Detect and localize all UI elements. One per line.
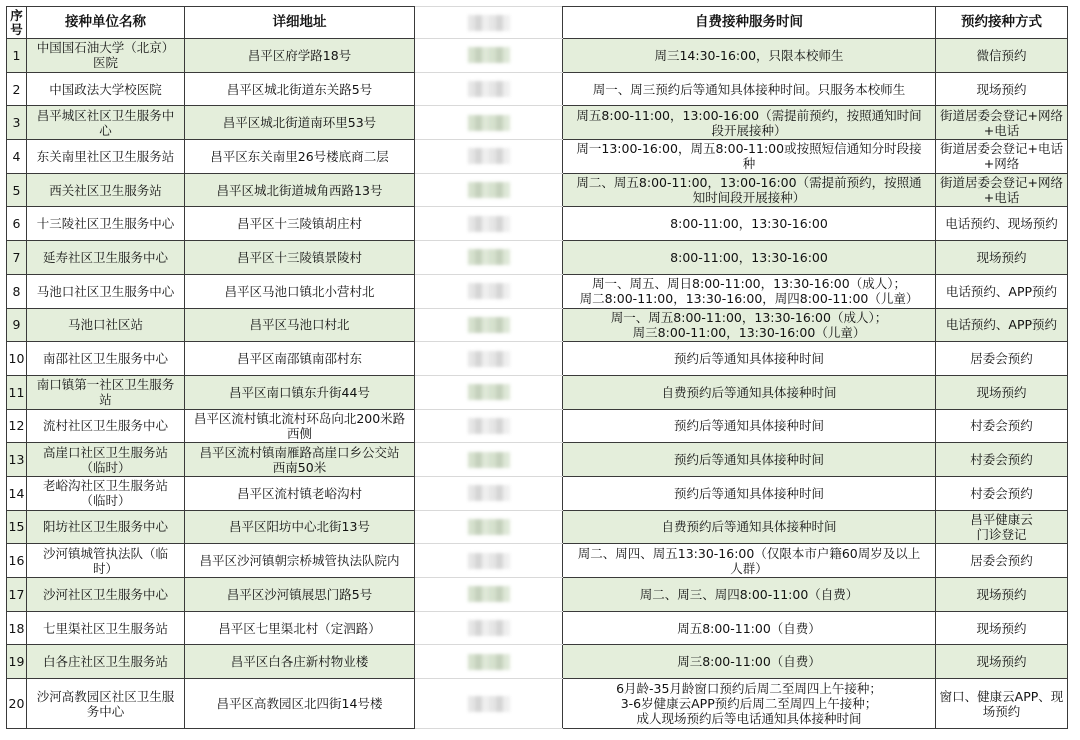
table-row [7,578,1068,612]
unit-name-cell [27,544,185,578]
unit-name-cell-line: 白各庄社区卫生服务站 [42,654,168,670]
redaction-blur [468,452,510,468]
booking-method-cell-line: 现场预约 [976,620,1027,636]
redaction-blur [468,47,510,63]
table-row [7,443,1068,477]
address-cell [185,510,415,544]
unit-name-cell [27,173,185,207]
unit-name-cell [27,106,185,140]
redaction-blur [468,317,510,333]
address-cell-line: 昌平区流村镇南雁路高崖口乡公交站 [199,444,400,460]
header-index: 序号 [7,7,27,39]
booking-method-cell-line: +电话 [983,122,1020,138]
address-cell-line: 昌平区南邵镇南邵村东 [236,351,362,367]
table-row [7,510,1068,544]
service-hours-cell-line: 预约后等通知具体接种时间 [673,452,824,468]
service-hours-cell [563,140,936,174]
service-hours-cell-line: 6月龄-35月龄窗口预约后周二至周四上午接种； [616,681,882,697]
service-hours-cell-line: 自费预约后等通知具体接种时间 [661,384,837,400]
unit-name-cell-line: 高崖口社区卫生服务站 [42,444,168,460]
booking-method-cell-line: +网络 [983,156,1020,172]
unit-name-cell [27,679,185,729]
booking-method-cell [936,476,1068,510]
booking-method-cell-line: 场预约 [982,703,1021,719]
service-hours-cell-line: 周三8:00-11:00（自费） [677,654,821,670]
redacted-cell [415,342,563,376]
service-hours-cell [563,342,936,376]
redaction-blur [468,81,510,97]
service-hours-cell-line: 周五8:00-11:00（自费） [677,620,821,636]
service-hours-cell [563,308,936,342]
booking-method-cell-line: 微信预约 [976,47,1027,63]
unit-name-cell-line: 流村社区卫生服务中心 [42,418,168,434]
service-hours-cell-line: 8:00-11:00，13:30-16:00 [670,249,828,265]
service-hours-cell-line: 周三14:30-16:00，只限本校师生 [654,47,844,63]
unit-name-cell [27,207,185,241]
redaction-blur [468,351,510,367]
unit-name-cell-line: 七里渠社区卫生服务站 [42,620,168,636]
service-hours-cell-line: 周五8:00-11:00，13:00-16:00（需提前预约，按照通知时间 [576,107,922,123]
address-cell-line: 昌平区南口镇东升街44号 [229,384,370,400]
redacted-cell [415,308,563,342]
service-hours-cell-line: 预约后等通知具体接种时间 [673,418,824,434]
row-index: 18 [7,611,27,645]
address-cell-line: 昌平区马池口村北 [249,317,350,333]
address-cell [185,578,415,612]
address-cell [185,409,415,443]
redacted-cell [415,476,563,510]
row-index: 14 [7,476,27,510]
booking-method-cell-line: 街道居委会登记+电话 [940,141,1063,157]
unit-name-cell [27,578,185,612]
service-hours-cell-line: 周二8:00-11:00，13:30-16:00，周四8:00-11:00（儿童） [579,291,919,307]
unit-name-cell-line: 南邵社区卫生服务中心 [42,351,168,367]
unit-name-cell [27,510,185,544]
booking-method-cell [936,39,1068,73]
booking-method-cell-line: 现场预约 [976,654,1027,670]
row-index: 11 [7,375,27,409]
unit-name-cell-line: 站 [99,392,112,408]
unit-name-cell-line: 西关社区卫生服务站 [49,182,162,198]
service-hours-cell-line: 8:00-11:00，13:30-16:00 [670,216,828,232]
table-row [7,645,1068,679]
table-row [7,241,1068,275]
booking-method-cell [936,173,1068,207]
booking-method-cell-line: 居委会预约 [970,351,1033,367]
table-row [7,140,1068,174]
unit-name-cell-line: 南口镇第一社区卫生服务 [36,377,175,393]
redacted-cell [415,274,563,308]
booking-method-cell-line: 村委会预约 [970,452,1033,468]
unit-name-cell [27,140,185,174]
service-hours-cell [563,510,936,544]
table-row [7,375,1068,409]
redacted-cell [415,106,563,140]
table-row [7,207,1068,241]
table-row [7,409,1068,443]
unit-name-cell-line: 中国政法大学校医院 [49,81,162,97]
service-hours-cell [563,578,936,612]
booking-method-cell [936,375,1068,409]
address-cell [185,679,415,729]
address-cell-line: 昌平区府学路18号 [247,47,352,63]
table-row [7,39,1068,73]
booking-method-cell-line: 现场预约 [976,586,1027,602]
service-hours-cell-line: 预约后等通知具体接种时间 [673,351,824,367]
address-cell-line: 西侧 [286,425,312,441]
redacted-cell [415,578,563,612]
redacted-cell [415,544,563,578]
redacted-cell [415,611,563,645]
address-cell [185,72,415,106]
redaction-blur [468,620,510,636]
service-hours-cell [563,544,936,578]
unit-name-cell-line: 心 [99,122,112,138]
booking-method-cell-line: 现场预约 [976,384,1027,400]
booking-method-cell [936,241,1068,275]
booking-method-cell-line: 街道居委会登记+网络 [940,175,1063,191]
unit-name-cell-line: 昌平城区社区卫生服务中 [36,107,175,123]
booking-method-cell [936,645,1068,679]
unit-name-cell-line: （临时） [80,493,131,509]
service-hours-cell [563,39,936,73]
address-cell [185,140,415,174]
header-hours: 自费接种服务时间 [563,7,936,39]
table-row [7,679,1068,729]
unit-name-cell [27,611,185,645]
booking-method-cell [936,611,1068,645]
booking-method-cell [936,106,1068,140]
redaction-blur [468,654,510,670]
row-index: 12 [7,409,27,443]
address-cell [185,375,415,409]
address-cell-line: 昌平区十三陵镇胡庄村 [236,216,362,232]
address-cell-line: 昌平区东关南里26号楼底商二层 [210,148,389,164]
service-hours-cell [563,375,936,409]
booking-method-cell [936,544,1068,578]
redacted-cell [415,645,563,679]
row-index: 4 [7,140,27,174]
address-cell [185,39,415,73]
unit-name-cell-line: （临时） [80,459,131,475]
booking-method-cell [936,72,1068,106]
row-index: 20 [7,679,27,729]
address-cell [185,106,415,140]
unit-name-cell-line: 马池口社区卫生服务中心 [36,283,175,299]
table-row [7,173,1068,207]
booking-method-cell-line: 电话预约、APP预约 [945,283,1058,299]
row-index: 6 [7,207,27,241]
unit-name-cell-line: 沙河社区卫生服务中心 [42,586,168,602]
service-hours-cell-line: 预约后等通知具体接种时间 [673,485,824,501]
address-cell [185,443,415,477]
row-index: 1 [7,39,27,73]
service-hours-cell-line: 人群） [730,560,768,576]
unit-name-cell-line: 东关南里社区卫生服务站 [36,148,175,164]
booking-method-cell-line: 街道居委会登记+网络 [940,107,1063,123]
booking-method-cell [936,578,1068,612]
table-row [7,308,1068,342]
service-hours-cell [563,645,936,679]
unit-name-cell-line: 医院 [92,55,118,71]
redacted-cell [415,510,563,544]
booking-method-cell [936,308,1068,342]
redaction-blur [468,216,510,232]
redaction-blur [468,553,510,569]
unit-name-cell [27,274,185,308]
service-hours-cell [563,72,936,106]
address-cell-line: 昌平区流村镇老峪沟村 [236,485,362,501]
address-cell [185,241,415,275]
service-hours-cell-line: 自费预约后等通知具体接种时间 [661,519,837,535]
redacted-cell [415,207,563,241]
booking-method-cell [936,510,1068,544]
service-hours-cell-line: 周二、周三、周四8:00-11:00（自费） [639,586,859,602]
unit-name-cell [27,645,185,679]
table-row [7,106,1068,140]
service-hours-cell [563,611,936,645]
unit-name-cell [27,72,185,106]
address-cell [185,342,415,376]
unit-name-cell [27,375,185,409]
service-hours-cell-line: 成人现场预约后等电话通知具体接种时间 [636,711,862,727]
address-cell [185,645,415,679]
table-row [7,342,1068,376]
row-index: 7 [7,241,27,275]
booking-method-cell [936,140,1068,174]
redaction-blur [468,485,510,501]
address-cell-line: 昌平区马池口镇北小营村北 [224,283,375,299]
redacted-cell [415,443,563,477]
service-hours-cell-line: 周一、周五、周日8:00-11:00，13:30-16:00（成人）； [592,276,906,292]
unit-name-cell-line: 务中心 [86,703,125,719]
address-cell [185,476,415,510]
service-hours-cell-line: 种 [742,156,756,172]
booking-method-cell-line: 村委会预约 [970,418,1033,434]
redacted-cell [415,140,563,174]
address-cell [185,274,415,308]
address-cell-line: 西南50米 [272,459,327,475]
unit-name-cell-line: 阳坊社区卫生服务中心 [42,519,168,535]
unit-name-cell [27,476,185,510]
address-cell-line: 昌平区阳坊中心北街13号 [229,519,370,535]
booking-method-cell-line: 现场预约 [976,249,1027,265]
address-cell-line: 昌平区十三陵镇景陵村 [236,249,362,265]
address-cell-line: 昌平区七里渠北村（定泗路） [218,620,381,636]
row-index: 13 [7,443,27,477]
table-row [7,544,1068,578]
row-index: 2 [7,72,27,106]
unit-name-cell-line: 老峪沟社区卫生服务站 [42,478,168,494]
booking-method-cell [936,443,1068,477]
table-body [7,39,1068,729]
booking-method-cell-line: 门诊登记 [976,526,1027,542]
row-index: 3 [7,106,27,140]
booking-method-cell [936,342,1068,376]
header-unit: 接种单位名称 [27,7,185,39]
booking-method-cell-line: +电话 [983,190,1020,206]
unit-name-cell-line: 沙河高教园区社区卫生服 [36,688,175,704]
header-address: 详细地址 [185,7,415,39]
address-cell-line: 昌平区高教园区北四街14号楼 [216,696,383,712]
booking-method-cell-line: 居委会预约 [970,553,1033,569]
address-cell-line: 昌平区沙河镇展思门路5号 [226,586,373,602]
service-hours-cell-line: 周一、周五8:00-11:00，13:30-16:00（成人）； [610,309,888,325]
unit-name-cell [27,241,185,275]
booking-method-cell [936,409,1068,443]
row-index: 10 [7,342,27,376]
row-index: 9 [7,308,27,342]
table-row [7,611,1068,645]
service-hours-cell [563,173,936,207]
header-row [7,7,1068,39]
redacted-cell [415,679,563,729]
service-hours-cell [563,679,936,729]
unit-name-cell-line: 延寿社区卫生服务中心 [42,249,168,265]
header-method: 预约接种方式 [936,7,1068,39]
address-cell-line: 昌平区城北街道城角西路13号 [216,182,383,198]
redaction-blur [468,182,510,198]
table-row [7,476,1068,510]
address-cell-line: 昌平区城北街道南环里53号 [222,115,377,131]
redacted-cell [415,241,563,275]
service-hours-cell [563,106,936,140]
vaccination-schedule-table [6,6,1068,729]
booking-method-cell-line: 电话预约、APP预约 [945,317,1058,333]
booking-method-cell-line: 昌平健康云 [970,511,1033,527]
booking-method-cell [936,207,1068,241]
unit-name-cell-line: 沙河镇城管执法队（临 [42,545,168,561]
table-row [7,72,1068,106]
address-cell [185,308,415,342]
service-hours-cell [563,274,936,308]
vaccination-schedule-table-container [6,6,1068,729]
address-cell [185,544,415,578]
service-hours-cell-line: 周二、周五8:00-11:00，13:00-16:00（需提前预约，按照通 [576,175,922,191]
service-hours-cell-line: 段开展接种） [711,122,787,138]
address-cell [185,207,415,241]
unit-name-cell-line: 中国国石油大学（北京） [36,40,175,56]
address-cell-line: 昌平区沙河镇朝宗桥城管执法队院内 [199,553,400,569]
service-hours-cell [563,409,936,443]
address-cell-line: 昌平区流村镇北流村环岛向北200米路 [193,410,406,426]
unit-name-cell-line: 时） [92,560,118,576]
unit-name-cell [27,342,185,376]
redaction-blur [468,586,510,602]
redaction-blur [468,418,510,434]
unit-name-cell [27,39,185,73]
booking-method-cell-line: 村委会预约 [970,485,1033,501]
row-index: 8 [7,274,27,308]
service-hours-cell-line: 知时间段开展接种） [692,190,806,206]
table-row [7,274,1068,308]
service-hours-cell [563,241,936,275]
service-hours-cell-line: 周一13:00-16:00，周五8:00-11:00或按照短信通知分时段接 [576,141,922,157]
unit-name-cell-line: 十三陵社区卫生服务中心 [36,216,175,232]
booking-method-cell-line: 现场预约 [976,81,1027,97]
service-hours-cell [563,476,936,510]
service-hours-cell [563,443,936,477]
booking-method-cell [936,274,1068,308]
service-hours-cell-line: 周二、周四、周五13:30-16:00（仅限本市户籍60周岁及以上 [577,545,921,561]
redaction-blur [468,115,510,131]
service-hours-cell [563,207,936,241]
redacted-cell [415,39,563,73]
row-index: 17 [7,578,27,612]
redaction-blur [468,15,510,31]
redacted-cell [415,409,563,443]
unit-name-cell-line: 马池口社区站 [67,317,143,333]
address-cell-line: 昌平区城北街道东关路5号 [226,81,373,97]
service-hours-cell-line: 周三8:00-11:00，13:30-16:00（儿童） [632,324,866,340]
service-hours-cell-line: 周一、周三预约后等通知具体接种时间。只服务本校师生 [592,81,906,97]
address-cell [185,173,415,207]
booking-method-cell-line: 窗口、健康云APP、现 [939,688,1064,704]
redaction-blur [468,283,510,299]
service-hours-cell-line: 3-6岁健康云APP预约后周二至周四上午接种； [620,696,878,712]
row-index: 15 [7,510,27,544]
redaction-blur [468,696,510,712]
unit-name-cell [27,443,185,477]
booking-method-cell-line: 电话预约、现场预约 [945,216,1058,232]
redacted-cell [415,375,563,409]
row-index: 5 [7,173,27,207]
redaction-blur [468,249,510,265]
redaction-blur [468,148,510,164]
booking-method-cell [936,679,1068,729]
redacted-cell [415,173,563,207]
redaction-blur [468,519,510,535]
address-cell [185,611,415,645]
redaction-blur [468,384,510,400]
row-index: 16 [7,544,27,578]
unit-name-cell [27,409,185,443]
address-cell-line: 昌平区白各庄新村物业楼 [230,654,369,670]
redacted-cell [415,72,563,106]
redacted-column-header [415,7,563,39]
row-index: 19 [7,645,27,679]
unit-name-cell [27,308,185,342]
